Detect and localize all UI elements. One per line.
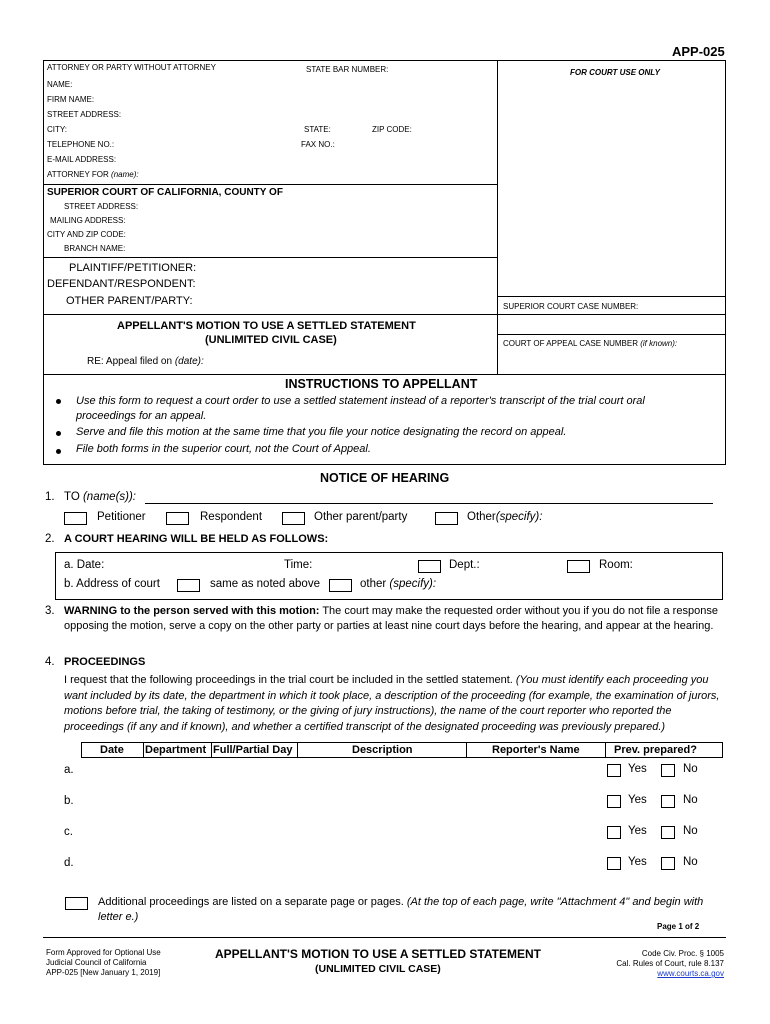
- row-d-yes-label: Yes: [628, 856, 647, 868]
- item3-number: 3.: [45, 605, 55, 617]
- courts-website-link[interactable]: www.courts.ca.gov: [657, 969, 724, 978]
- row-c-yes-label: Yes: [628, 825, 647, 837]
- instruction-item-3: File both forms in the superior court, not the Court of Appeal.: [76, 443, 371, 455]
- item4-heading: PROCEEDINGS: [64, 656, 146, 668]
- additional-proceedings-checkbox[interactable]: [65, 897, 88, 910]
- petitioner-label: Petitioner: [97, 511, 146, 523]
- other-address-label: other (specify):: [360, 578, 437, 590]
- row-c-no-label: No: [683, 825, 698, 837]
- name-label: NAME:: [47, 80, 73, 89]
- row-b-no-checkbox[interactable]: [661, 795, 675, 808]
- instructions-heading: INSTRUCTIONS TO APPELLANT: [285, 377, 478, 391]
- other-parent-label: Other parent/party: [314, 511, 408, 523]
- col-prev-prepared: Prev. prepared?: [614, 744, 697, 756]
- other-party-label: OTHER PARENT/PARTY:: [66, 295, 193, 307]
- row-d-letter: d.: [64, 857, 74, 869]
- instruction-item-1: Use this form to request a court order to use a settled statement instead of a reporter's transcript of the trial court oral proceedings for an appeal.: [76, 395, 645, 422]
- room-checkbox[interactable]: [567, 560, 590, 573]
- re-appeal-label: RE: Appeal filed on (date):: [87, 356, 204, 367]
- row-d-no-label: No: [683, 856, 698, 868]
- item4-text: I request that the following proceedings in the trial court be included in the settled statement. (You must identify each proceeding you want included by its date, the department in which it took place, a description of the proceeding (for example, the examination of jurors, motions before trial, the taking of testimony, or the giving of jury instructions), the name of the court reporter who reported the proceedings (if any and if known), and whether a certified transcript of the designated proceeding was previously prepared.): [64, 674, 720, 733]
- court-city-zip-label: CITY AND ZIP CODE:: [47, 230, 126, 239]
- footer-title-1: APPELLANT'S MOTION TO USE A SETTLED STATEMENT: [215, 947, 541, 961]
- row-d-no-checkbox[interactable]: [661, 857, 675, 870]
- item4-number: 4.: [45, 656, 55, 668]
- title-line1: APPELLANT'S MOTION TO USE A SETTLED STATEMENT: [117, 320, 416, 332]
- row-a-no-checkbox[interactable]: [661, 764, 675, 777]
- other-label: Other(specify):: [467, 511, 543, 523]
- to-names-field[interactable]: [145, 503, 713, 504]
- instruction-item-2: Serve and file this motion at the same time that you file your notice designating the record on appeal.: [76, 426, 567, 438]
- row-d-yes-checkbox[interactable]: [607, 857, 621, 870]
- footer-title-2: (UNLIMITED CIVIL CASE): [315, 963, 441, 975]
- footer-left: Form Approved for Optional Use Judicial Council of California APP-025 [New January 1, 2019]: [46, 948, 161, 977]
- defendant-label: DEFENDANT/RESPONDENT:: [47, 278, 196, 290]
- appeal-case-label: COURT OF APPEAL CASE NUMBER (if known):: [503, 339, 678, 348]
- item3-warning: WARNING to the person served with this motion: The court may make the requested order without you if you do not file a response opposing the motion, serve a copy on the other party or parties at least nine court days before the hearing, and appear at the hearing.: [64, 605, 718, 632]
- row-a-yes-checkbox[interactable]: [607, 764, 621, 777]
- court-use-label: FOR COURT USE ONLY: [570, 68, 660, 77]
- phone-label: TELEPHONE NO.:: [47, 140, 115, 149]
- firm-label: FIRM NAME:: [47, 95, 95, 104]
- petitioner-checkbox[interactable]: [64, 512, 87, 525]
- room-label: Room:: [599, 559, 633, 571]
- other-checkbox[interactable]: [435, 512, 458, 525]
- item1-number: 1.: [45, 491, 55, 503]
- item2-heading: A COURT HEARING WILL BE HELD AS FOLLOWS:: [64, 533, 329, 545]
- time-label: Time:: [284, 559, 313, 571]
- court-title: SUPERIOR COURT OF CALIFORNIA, COUNTY OF: [47, 187, 283, 198]
- form-id: APP-025: [672, 44, 725, 59]
- item1-to-label: TO (name(s)):: [64, 491, 136, 503]
- city-label: CITY:: [47, 125, 68, 134]
- row-c-letter: c.: [64, 826, 73, 838]
- email-label: E-MAIL ADDRESS:: [47, 155, 117, 164]
- row-b-letter: b.: [64, 795, 74, 807]
- attorney-label: ATTORNEY OR PARTY WITHOUT ATTORNEY: [47, 63, 216, 72]
- col-reporter: Reporter's Name: [492, 744, 580, 756]
- respondent-label: Respondent: [200, 511, 263, 523]
- other-parent-checkbox[interactable]: [282, 512, 305, 525]
- col-department: Department: [145, 744, 207, 756]
- row-c-no-checkbox[interactable]: [661, 826, 675, 839]
- dept-checkbox[interactable]: [418, 560, 441, 573]
- same-address-checkbox[interactable]: [177, 579, 200, 592]
- notice-heading: NOTICE OF HEARING: [320, 471, 450, 485]
- same-address-label: same as noted above: [210, 578, 320, 590]
- dept-label: Dept.:: [449, 559, 480, 571]
- row-a-letter: a.: [64, 764, 74, 776]
- row-a-yes-label: Yes: [628, 763, 647, 775]
- court-street-label: STREET ADDRESS:: [64, 202, 139, 211]
- row-b-yes-checkbox[interactable]: [607, 795, 621, 808]
- state-label: STATE:: [304, 125, 331, 134]
- footer-right: Code Civ. Proc. § 1005 Cal. Rules of Court, rule 8.137 www.courts.ca.gov: [616, 949, 724, 978]
- item2-number: 2.: [45, 533, 55, 545]
- row-b-yes-label: Yes: [628, 794, 647, 806]
- respondent-checkbox[interactable]: [166, 512, 189, 525]
- state-bar-label: STATE BAR NUMBER:: [306, 65, 389, 74]
- col-description: Description: [352, 744, 413, 756]
- court-branch-label: BRANCH NAME:: [64, 244, 126, 253]
- page-number: Page 1 of 2: [657, 922, 700, 931]
- row-c-yes-checkbox[interactable]: [607, 826, 621, 839]
- title-line2: (UNLIMITED CIVIL CASE): [205, 334, 337, 346]
- zip-label: ZIP CODE:: [372, 125, 412, 134]
- fax-label: FAX NO.:: [301, 140, 335, 149]
- date-label: a. Date:: [64, 559, 105, 571]
- attorney-for-label: ATTORNEY FOR (name):: [47, 170, 139, 179]
- address-label: b. Address of court: [64, 578, 160, 590]
- row-a-no-label: No: [683, 763, 698, 775]
- court-mailing-label: MAILING ADDRESS:: [50, 216, 126, 225]
- col-date: Date: [100, 744, 124, 756]
- street-label: STREET ADDRESS:: [47, 110, 122, 119]
- col-full-partial: Full/Partial Day: [213, 744, 293, 756]
- other-address-checkbox[interactable]: [329, 579, 352, 592]
- additional-proceedings-text: Additional proceedings are listed on a separate page or pages. (At the top of each page, write "Attachment 4" and begin with letter e.): [98, 896, 704, 923]
- plaintiff-label: PLAINTIFF/PETITIONER:: [69, 262, 197, 274]
- row-b-no-label: No: [683, 794, 698, 806]
- case-number-label: SUPERIOR COURT CASE NUMBER:: [503, 302, 639, 311]
